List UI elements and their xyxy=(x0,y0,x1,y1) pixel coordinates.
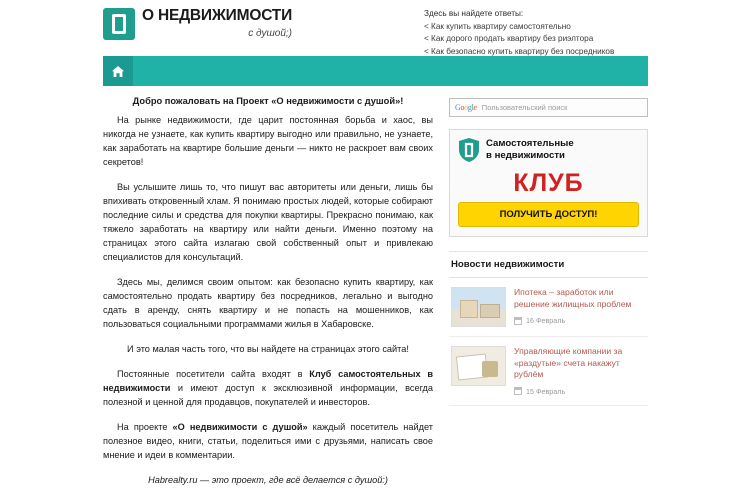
site-logo[interactable] xyxy=(103,8,292,40)
news-date-text: 15 Февраль xyxy=(526,386,566,396)
article-paragraph-last xyxy=(103,421,433,463)
article-paragraph-1: На рынке недвижимости, где царит постоянная борьба и хаос, вы никогда не узнаете, как купить квартиру выгодно или правильно, не узнаете, как заработать на квартире большие деньги — никто не раскроет вам своих секретов! xyxy=(103,115,433,167)
last-prefix: На проекте xyxy=(117,421,173,432)
promo-banner[interactable] xyxy=(449,129,648,237)
logo-title: О НЕДВИЖИМОСТИ xyxy=(142,7,293,24)
promo-line-2: в недвижимости xyxy=(486,150,565,161)
house-photo-thumb xyxy=(451,287,506,327)
main-nav xyxy=(103,56,648,86)
last-bold: «О недвижимости с душой» xyxy=(172,421,308,432)
shield-icon xyxy=(458,137,480,163)
news-date xyxy=(514,316,646,325)
article-paragraph-3: Здесь мы, делимся своим опытом: как безопасно купить квартиру, как самостоятельно продать квартиру без посредников, легально и выгодно сдать в аренду, снять квартиру и не попасть на мошенников, как пользоваться социальными программами жилья в Хабаровске. xyxy=(103,276,433,329)
promo-headline xyxy=(486,138,574,162)
header-answers xyxy=(424,8,614,59)
promo-access-button[interactable]: ПОЛУЧИТЬ ДОСТУП! xyxy=(458,202,639,227)
news-body xyxy=(514,346,646,396)
search-placeholder: Пользовательский поиск xyxy=(481,103,568,112)
club-prefix: Постоянные посетители сайта входят в xyxy=(117,368,310,379)
news-date-text: 16 Февраль xyxy=(526,316,566,326)
club-bold: Клуб самостоятельных в недвижимости xyxy=(103,368,434,393)
news-title[interactable]: Ипотека – заработок или решение жилищных проблем xyxy=(514,287,632,309)
header-answers-title: Здесь вы найдете ответы: xyxy=(424,9,524,18)
news-title[interactable]: Управляющие компании за «раздутые» счета накажут рублём xyxy=(514,346,623,380)
calendar-icon xyxy=(514,387,522,395)
welcome-heading: Добро пожаловать на Проект «О недвижимости с душой»! xyxy=(132,96,404,106)
nav-home-button[interactable] xyxy=(103,56,133,86)
news-body xyxy=(514,287,646,327)
calendar-icon xyxy=(514,317,522,325)
home-icon xyxy=(111,65,125,78)
article-paragraph-2: Вы услышите лишь то, что пишут вас авторитеты или деньги, лишь бы впихивать откровенный хлам. Я понимаю простых людей, которые собирают последние силы и средства для покупки квартиры. Прекрасно понимаю, как тяжело заработать на квартиру или найти деньги. Именно поэтому на страницах этого сайта излагаю свой собственный опыт и привлекаю специалистов для консультаций. xyxy=(103,181,433,262)
header-answer-link-3[interactable]: < Как безопасно купить квартиру без посредников xyxy=(424,47,615,57)
article-paragraph-club xyxy=(103,368,433,410)
article-column xyxy=(103,86,441,499)
list-item[interactable] xyxy=(449,337,648,406)
news-date xyxy=(514,387,646,396)
club-suffix: и имеют доступ к эксклюзивной информации, всегда полезной и ценной для продавцов, покупателей и инвесторов. xyxy=(103,382,433,407)
search-input[interactable] xyxy=(449,98,648,117)
article-center-note: И это малая часть того, что вы найдете на страницах этого сайта! xyxy=(127,343,409,354)
google-logo: Google xyxy=(455,103,477,112)
news-section-title: Новости недвижимости xyxy=(449,251,648,278)
header-answer-link-1[interactable]: < Как купить квартиру самостоятельно xyxy=(424,21,571,31)
promo-header xyxy=(458,137,639,163)
last-suffix: каждый посетитель найдет полезное видео, книги, статьи, поделиться ими с друзьями, написать свое мнение и идеи в комментарии. xyxy=(103,421,433,460)
shield-logo-icon xyxy=(103,8,135,40)
article-signature xyxy=(103,474,433,488)
signature-text: Habrealty.ru — это проект, где всё делается с душой:) xyxy=(148,474,388,485)
logo-text-block xyxy=(142,8,292,39)
sidebar xyxy=(449,86,648,406)
promo-line-1: Самостоятельные xyxy=(486,138,574,150)
promo-club-word: КЛУБ xyxy=(513,169,584,197)
logo-subtitle: с душой;) xyxy=(248,27,293,39)
site-header xyxy=(0,0,750,56)
list-item[interactable] xyxy=(449,278,648,337)
documents-photo-thumb xyxy=(451,346,506,386)
header-answer-link-2[interactable]: < Как дорого продать квартиру без риэлтора xyxy=(424,34,594,44)
